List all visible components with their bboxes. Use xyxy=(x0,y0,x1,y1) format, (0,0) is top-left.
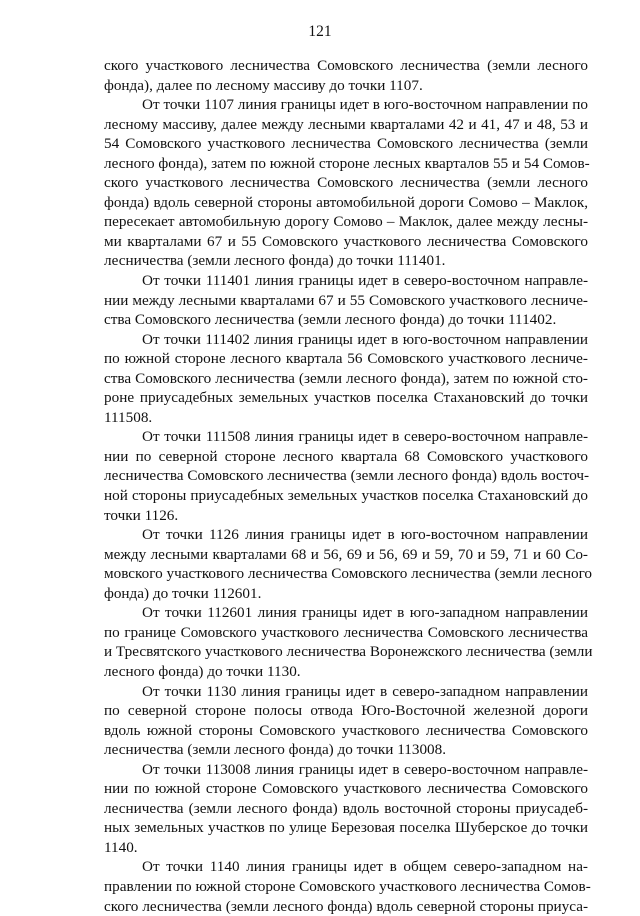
text-line: вдоль южной стороны Сомовского участкового лесничества Сомовского xyxy=(104,721,588,739)
text-line: лесничества (земли лесного фонда) до точки 111401. xyxy=(104,252,446,270)
paragraph xyxy=(104,682,588,760)
paragraph xyxy=(104,603,593,681)
text-line: лесного фонда), затем по южной стороне лесных кварталов 55 и 54 Сомов- xyxy=(104,154,590,172)
text-line: ной стороны приусадебных земельных участков поселка Стахановский до xyxy=(104,487,588,505)
text-line: мовского участкового лесничества Сомовского лесничества (земли лесного xyxy=(104,565,593,583)
paragraph xyxy=(104,525,593,603)
document-body xyxy=(104,56,593,916)
text-line: роне приусадебных земельных участков поселка Стахановский до точки xyxy=(104,389,588,407)
text-line: нии по южной стороне Сомовского участкового лесничества Сомовского xyxy=(104,780,588,798)
text-line: фонда) до точки 112601. xyxy=(104,584,262,602)
text-line: по границе Сомовского участкового лесничества Сомовского лесничества xyxy=(104,623,588,641)
text-line: 54 Сомовского участкового лесничества Сомовского лесничества (земли xyxy=(104,135,588,153)
paragraph xyxy=(104,330,588,428)
text-line: лесного фонда) до точки 1130. xyxy=(104,662,301,680)
text-line: по северной стороне полосы отвода Юго-Восточной железной дороги xyxy=(104,702,588,720)
text-line: От точки 111508 линия границы идет в северо-восточном направле- xyxy=(142,428,588,446)
text-line: 111508. xyxy=(104,408,153,426)
paragraph xyxy=(104,857,591,916)
text-line: От точки 112601 линия границы идет в юго-западном направлении xyxy=(142,604,588,622)
text-line: фонда), далее по лесному массиву до точки 1107. xyxy=(104,76,423,94)
text-line: лесничества (земли лесного фонда) до точки 113008. xyxy=(104,741,447,759)
text-line: ных земельных участков по улице Березовая поселка Шуберское до точки xyxy=(104,819,588,837)
text-line: От точки 1107 линия границы идет в юго-восточном направлении по xyxy=(142,96,588,114)
text-line: фонда) вдоль северной стороны автомобильной дороги Сомово – Маклок, xyxy=(104,193,588,211)
text-line: лесничества (земли лесного фонда) вдоль восточной стороны приусадеб- xyxy=(104,799,588,817)
text-line: ства Сомовского лесничества (земли лесного фонда), затем по южной сто- xyxy=(104,369,588,387)
text-line: ского участкового лесничества Сомовского лесничества (земли лесного xyxy=(104,174,588,192)
text-line: ского лесничества (земли лесного фонда) вдоль северной стороны приуса- xyxy=(104,897,588,915)
text-line: пересекает автомобильную дорогу Сомово – Маклок, далее между лесны- xyxy=(104,213,588,231)
text-line: нии по северной стороне лесного квартала 68 Сомовского участкового xyxy=(104,447,588,465)
text-line: правлении по южной стороне Сомовского участкового лесничества Сомов- xyxy=(104,877,591,895)
text-line: лесничества Сомовского лесничества (земли лесного фонда) вдоль восточ- xyxy=(104,467,590,485)
text-line: От точки 1126 линия границы идет в юго-восточном направлении xyxy=(142,526,588,544)
paragraph xyxy=(104,760,588,858)
paragraph xyxy=(104,95,588,271)
paragraph xyxy=(104,271,588,330)
text-line: ского участкового лесничества Сомовского лесничества (земли лесного xyxy=(104,57,588,74)
text-line: ми кварталами 67 и 55 Сомовского участкового лесничества Сомовского xyxy=(104,232,588,250)
text-line: От точки 1140 линия границы идет в общем северо-западном на- xyxy=(142,858,588,876)
text-line: От точки 1130 линия границы идет в северо-западном направлении xyxy=(142,682,588,700)
page-number: 121 xyxy=(308,23,332,40)
paragraph xyxy=(104,427,588,525)
text-line: лесному массиву, далее между лесными кварталами 42 и 41, 47 и 48, 53 и xyxy=(104,115,588,133)
text-line: От точки 113008 линия границы идет в северо-восточном направле- xyxy=(142,760,588,778)
text-line: между лесными кварталами 68 и 56, 69 и 56, 69 и 59, 70 и 59, 71 и 60 Со- xyxy=(104,545,588,563)
text-line: 1140. xyxy=(104,838,138,856)
text-line: От точки 111401 линия границы идет в северо-восточном направле- xyxy=(142,272,588,290)
text-line: точки 1126. xyxy=(104,506,179,524)
paragraph xyxy=(104,56,588,95)
text-line: нии между лесными кварталами 67 и 55 Сомовского участкового лесниче- xyxy=(104,291,588,309)
text-line: ства Сомовского лесничества (земли лесного фонда) до точки 111402. xyxy=(104,311,557,329)
text-line: От точки 111402 линия границы идет в юго-восточном направлении xyxy=(142,330,588,348)
text-line: и Тресвятского участкового лесничества Воронежского лесничества (земли xyxy=(104,643,593,661)
text-line: по южной стороне лесного квартала 56 Сомовского участкового лесниче- xyxy=(104,350,588,368)
